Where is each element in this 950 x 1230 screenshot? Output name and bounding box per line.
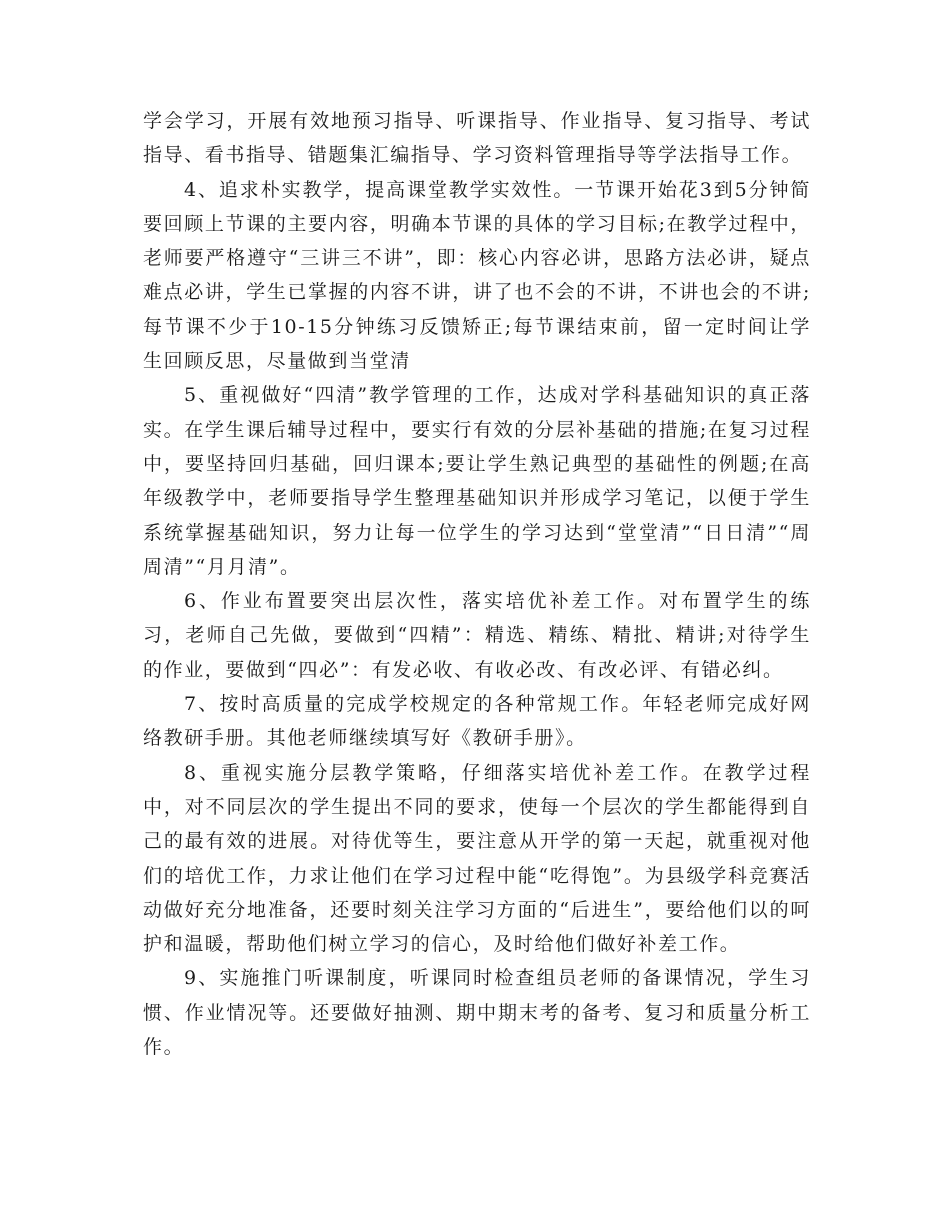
paragraph-item-8: 8、重视实施分层教学策略，仔细落实培优补差工作。在教学过程中，对不同层次的学生提出不同的要求，使每一个层次的学生都能得到自己的最有效的进展。对待优等生，要注意从开学的第一天起，就重视对他们的培优工作，力求让他们在学习过程中能“吃得饱”。为县级学科竞赛活动做好充分地准备，还要时刻关注学习方面的“后进生”，要给他们以的呵护和温暖，帮助他们树立学习的信心，及时给他们做好补差工作。 [143,761,811,956]
paragraph-item-7: 7、按时高质量的完成学校规定的各种常规工作。年轻老师完成好网络教研手册。其他老师继续填写好《教研手册》。 [143,693,811,750]
paragraph-item-6: 6、作业布置要突出层次性，落实培优补差工作。对布置学生的练习，老师自己先做，要做到“四精”：精选、精练、精批、精讲;对待学生的作业，要做到“四必”：有发必收、有收必改、有改必评、有错必纠。 [143,590,811,681]
document-body [143,104,811,1064]
paragraph-item-9: 9、实施推门听课制度，听课同时检查组员老师的备课情况，学生习惯、作业情况等。还要做好抽测、期中期末考的备考、复习和质量分析工作。 [143,967,811,1059]
paragraph-item-5: 5、重视做好“四清”教学管理的工作，达成对学科基础知识的真正落实。在学生课后辅导过程中，要实行有效的分层补基础的措施;在复习过程中，要坚持回归基础，回归课本;要让学生熟记典型的基础性的例题;在高年级教学中，老师要指导学生整理基础知识并形成学习笔记，以便于学生系统掌握基础知识，努力让每一位学生的学习达到“堂堂清”“日日清”“周周清”“月月清”。 [143,384,811,578]
paragraph-study-methods: 学会学习，开展有效地预习指导、听课指导、作业指导、复习指导、考试指导、看书指导、错题集汇编指导、学习资料管理指导等学法指导工作。 [143,110,811,167]
paragraph-item-4: 4、追求朴实教学，提高课堂教学实效性。一节课开始花3到5分钟简要回顾上节课的主要内容，明确本节课的具体的学习目标;在教学过程中，老师要严格遵守“三讲三不讲”，即：核心内容必讲，思路方法必讲，疑点难点必讲，学生已掌握的内容不讲，讲了也不会的不讲，不讲也会的不讲;每节课不少于10-15分钟练习反馈矫正;每节课结束前，留一定时间让学生回顾反思，尽量做到当堂清 [143,178,811,373]
